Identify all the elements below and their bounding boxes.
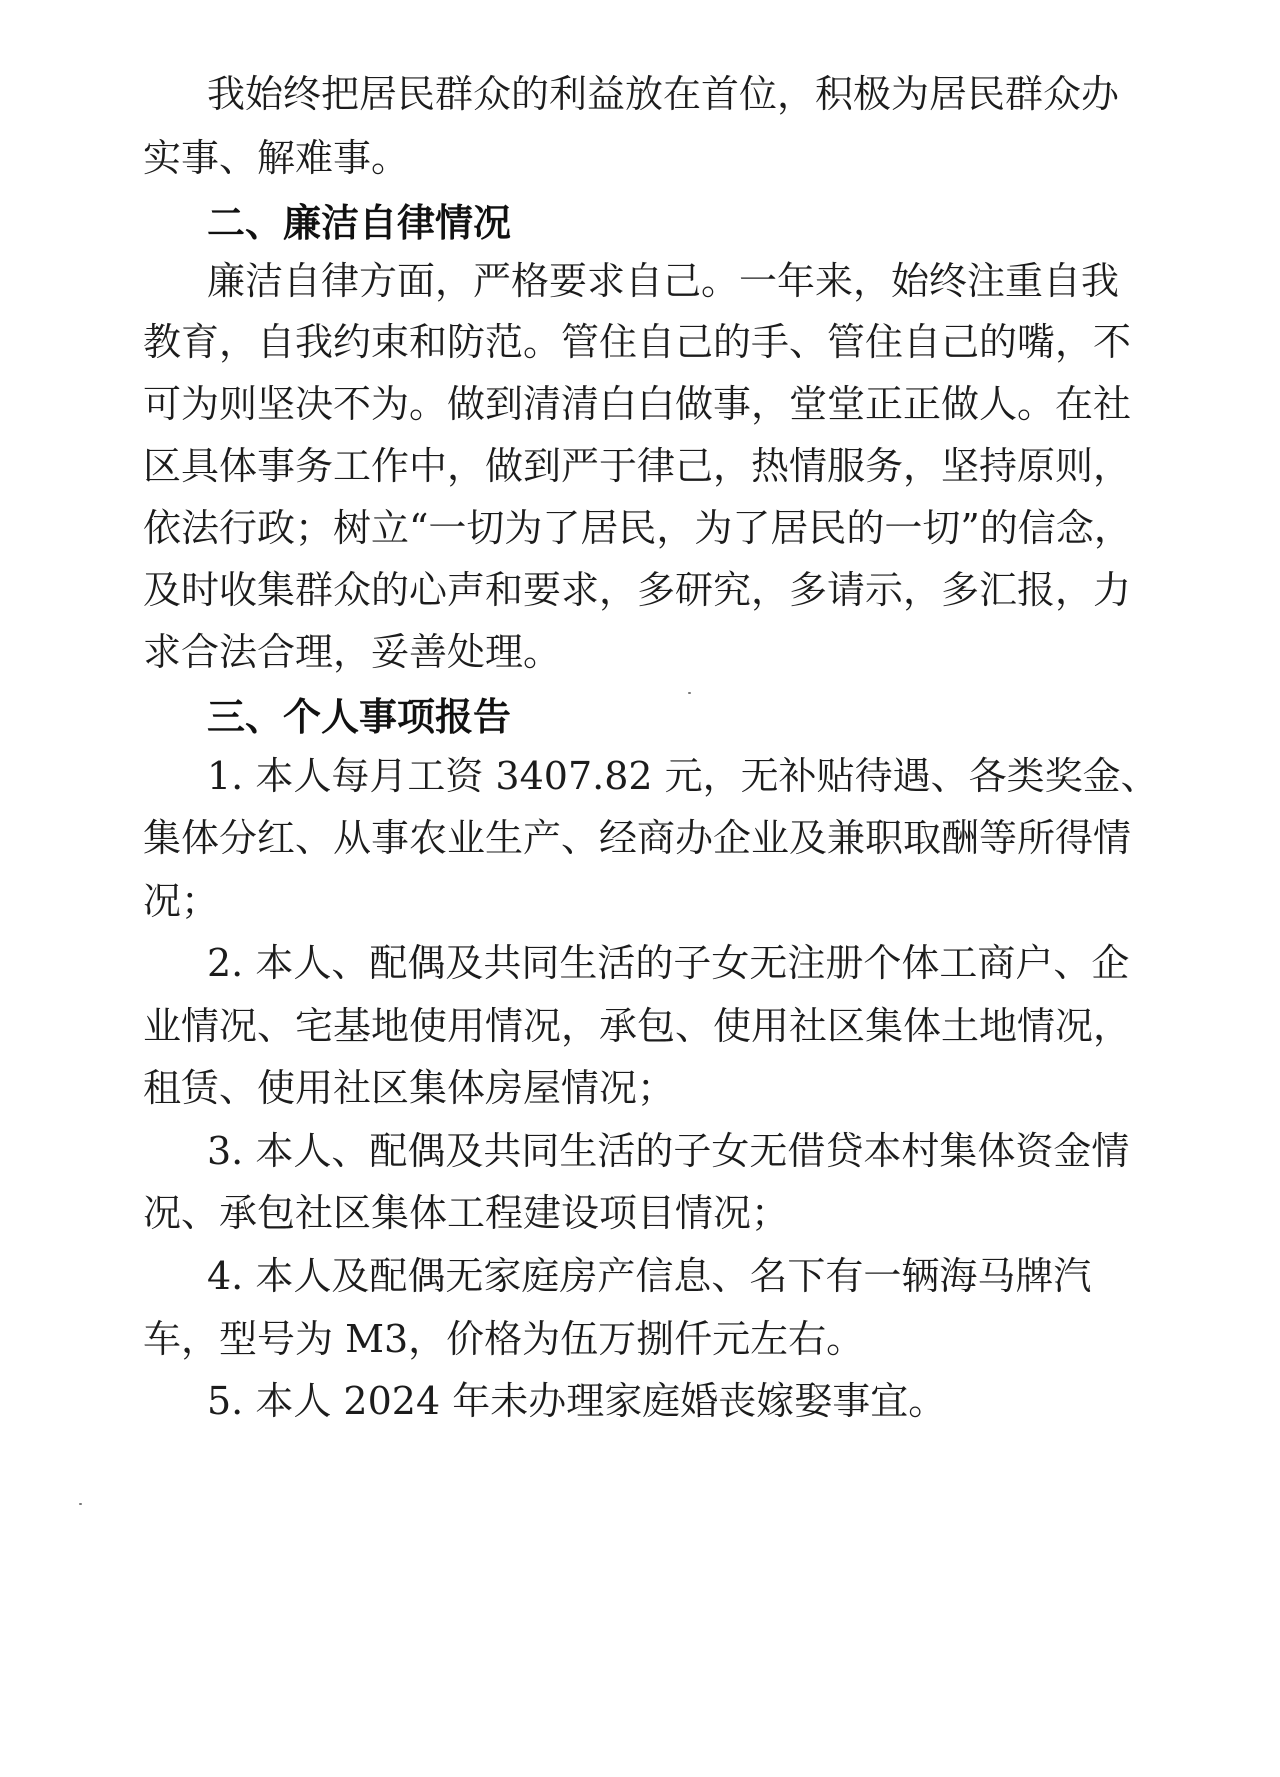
paragraph-line: 可为则坚决不为。做到清清白白做事，堂堂正正做人。在社 (143, 382, 1132, 426)
list-item-line: 况； (143, 879, 220, 923)
list-item-line: 业情况、宅基地使用情况，承包、使用社区集体土地情况， (143, 1004, 1132, 1048)
paragraph-line: 依法行政；树立“一切为了居民，为了居民的一切”的信念， (143, 506, 1132, 550)
paragraph-line: 教育，自我约束和防范。管住自己的手、管住自己的嘴，不 (143, 320, 1132, 364)
scan-speck (79, 1503, 82, 1505)
list-item-line: 车，型号为 M3，价格为伍万捌仟元左右。 (143, 1317, 865, 1361)
scan-speck (688, 692, 691, 694)
list-item-line: 4. 本人及配偶无家庭房产信息、名下有一辆海马牌汽 (207, 1254, 1092, 1298)
list-item-line: 2. 本人、配偶及共同生活的子女无注册个体工商户、企 (207, 941, 1130, 985)
section-heading: 二、廉洁自律情况 (207, 201, 512, 245)
paragraph-line: 求合法合理，妥善处理。 (143, 630, 562, 674)
paragraph-line: 实事、解难事。 (143, 136, 410, 180)
section-heading: 三、个人事项报告 (207, 695, 512, 739)
list-item-line: 租赁、使用社区集体房屋情况； (143, 1066, 676, 1110)
list-item-line: 1. 本人每月工资 3407.82 元，无补贴待遇、各类奖金、 (207, 754, 1159, 798)
list-item-line: 集体分红、从事农业生产、经商办企业及兼职取酬等所得情 (143, 816, 1132, 860)
paragraph-line: 区具体事务工作中，做到严于律己，热情服务，坚持原则， (143, 444, 1132, 488)
list-item-line: 3. 本人、配偶及共同生活的子女无借贷本村集体资金情 (207, 1129, 1130, 1173)
paragraph-line: 及时收集群众的心声和要求，多研究，多请示，多汇报，力 (143, 568, 1132, 612)
list-item-line: 5. 本人 2024 年未办理家庭婚丧嫁娶事宜。 (207, 1379, 947, 1423)
paragraph-line: 廉洁自律方面，严格要求自己。一年来，始终注重自我 (207, 259, 1120, 303)
list-item-line: 况、承包社区集体工程建设项目情况； (143, 1191, 790, 1235)
paragraph-line: 我始终把居民群众的利益放在首位，积极为居民群众办 (207, 72, 1120, 116)
